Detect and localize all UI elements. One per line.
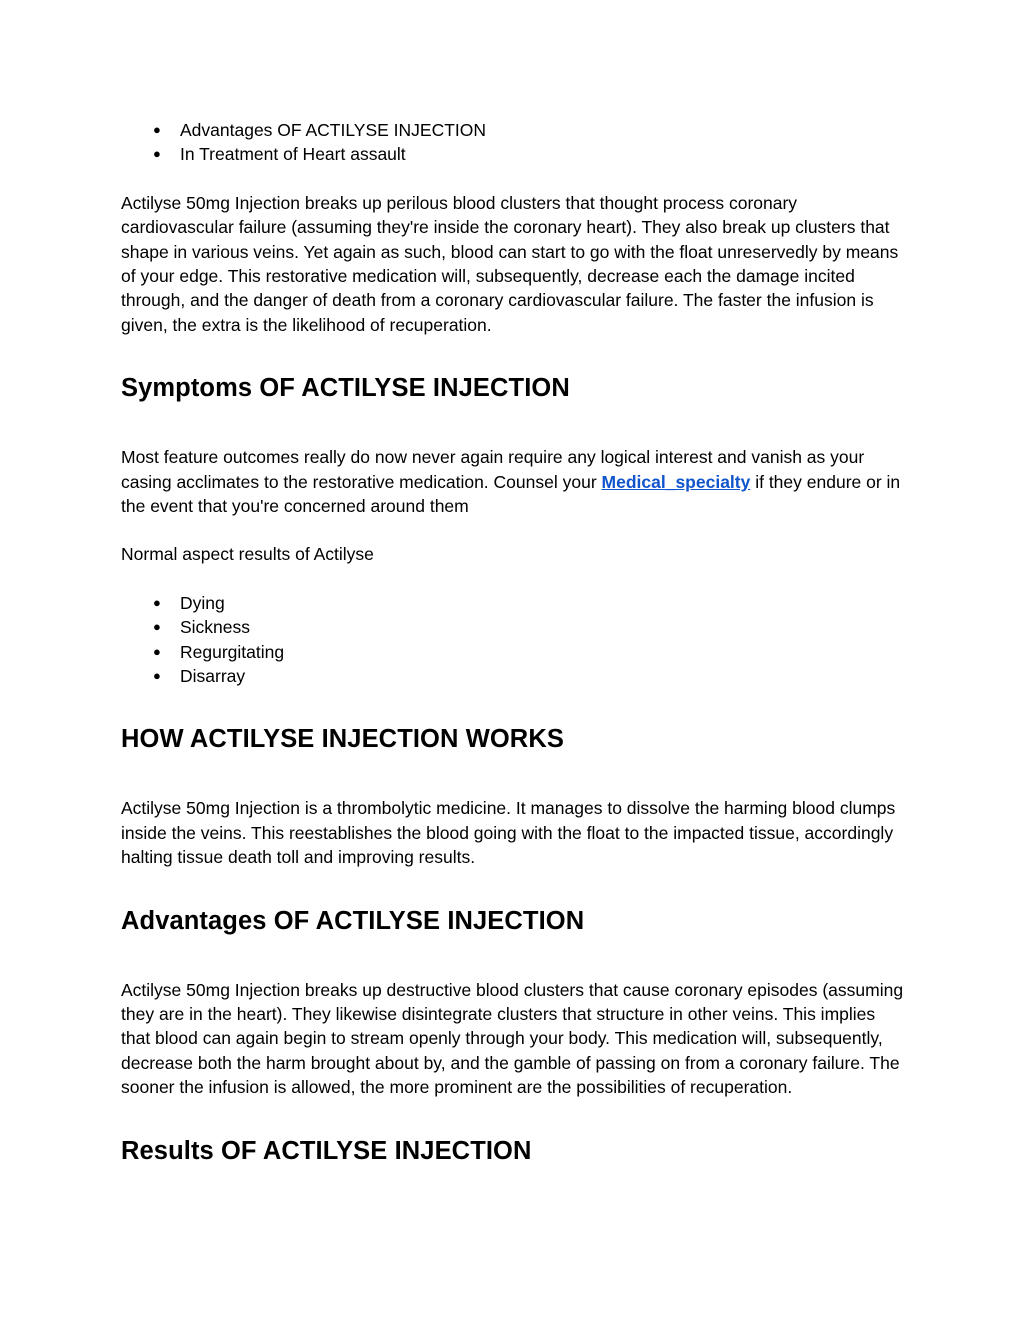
list-item-text: Regurgitating: [180, 641, 285, 662]
bullet-icon: ●: [153, 146, 161, 162]
document-page: [121, 118, 907, 1167]
advantages-heading: Advantages OF ACTILYSE INJECTION: [121, 906, 585, 935]
list-item: [121, 640, 907, 664]
advantages-paragraph: Actilyse 50mg Injection breaks up destructive blood clusters that cause coronary episodes (assuming they are in the heart). They likewise disintegrate clusters that structure in other veins. This implies that blood can again begin to stream openly through your body. This medication will, subsequently, decrease both the harm brought about by, and the gamble of passing on from a coronary failure. The sooner the infusion is allowed, the more prominent are the possibilities of recuperation.: [121, 979, 904, 1098]
list-item-text: Disarray: [180, 666, 246, 687]
list-item-text: Sickness: [180, 617, 251, 638]
bullet-icon: ●: [153, 668, 161, 684]
list-item: [121, 591, 907, 615]
medical-specialty-link[interactable]: Medical_specialty: [601, 471, 751, 492]
bullet-icon: ●: [153, 122, 161, 137]
bullet-icon: ●: [153, 643, 161, 659]
symptoms-heading: Symptoms OF ACTILYSE INJECTION: [121, 374, 570, 403]
symptoms-text-before-link: Most feature outcomes really do now never again require any logical interest and vanish as your casing acclimates to the restorative medication. Counsel your: [121, 447, 865, 492]
how-it-works-heading: HOW ACTILYSE INJECTION WORKS: [121, 725, 564, 754]
intro-paragraph: Actilyse 50mg Injection breaks up perilous blood clusters that thought process coronary cardiovascular failure (assuming they're inside the coronary heart). They also break up clusters that shape in various veins. Yet again as such, blood can start to go with the float unreservedly by means of your edge. This restorative medication will, subsequently, decrease each the damage incited through, and the danger of death from a coronary cardiovascular failure. The faster the infusion is given, the extra is the likelihood of recuperation.: [121, 192, 899, 335]
symptoms-paragraph: [121, 445, 907, 518]
list-item-text: Advantages OF ACTILYSE INJECTION: [180, 120, 487, 140]
list-item-text: Dying: [180, 592, 225, 613]
symptoms-text-after-link: if they endure or in the event that you're concerned around them: [121, 471, 901, 517]
top-bullet-list: [121, 118, 907, 167]
side-effects-intro: Normal aspect results of Actilyse: [121, 544, 374, 565]
bullet-icon: ●: [153, 619, 161, 635]
list-item: [121, 142, 907, 166]
list-item-text: In Treatment of Heart assault: [180, 144, 406, 165]
results-heading: Results OF ACTILYSE INJECTION: [121, 1136, 532, 1165]
list-item: [121, 118, 907, 142]
side-effects-list: [121, 591, 907, 689]
how-it-works-paragraph: Actilyse 50mg Injection is a thrombolytic medicine. It manages to dissolve the harming blood clumps inside the veins. This reestablishes the blood going with the float to the impacted tissue, accordingly halting tissue death toll and improving results.: [121, 798, 896, 868]
list-item: [121, 664, 907, 688]
list-item: [121, 615, 907, 639]
bullet-icon: ●: [153, 594, 161, 610]
